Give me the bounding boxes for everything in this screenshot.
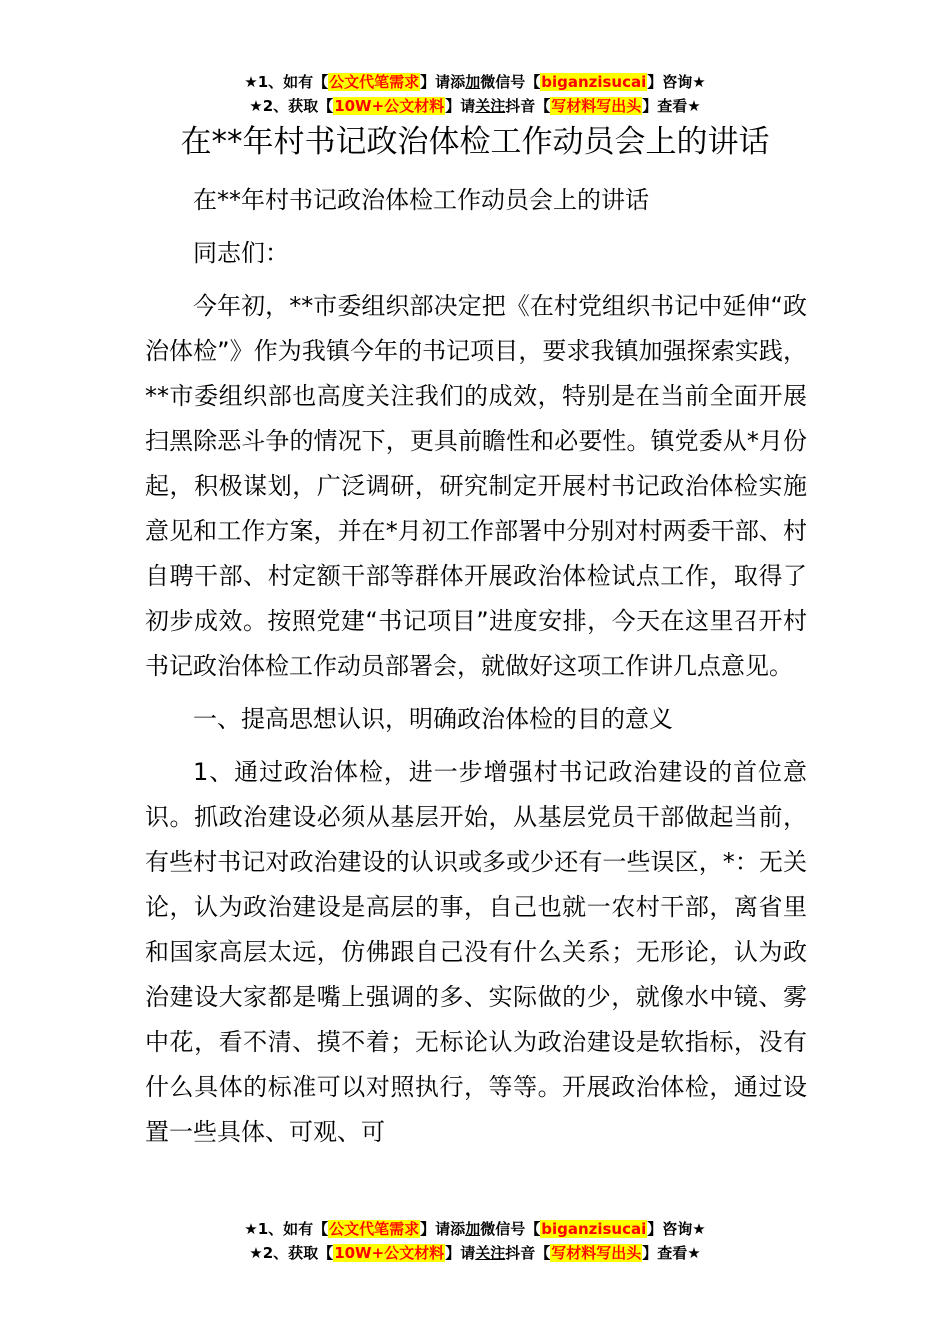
- header-banner: [0, 70, 950, 118]
- body-paragraph: 在**年村书记政治体检工作动员会上的讲话: [193, 186, 649, 214]
- banner-text: 】查看★: [642, 1244, 701, 1262]
- banner-highlight: 写材料写出头: [551, 97, 642, 115]
- banner-text: 】请添: [420, 73, 466, 91]
- banner-text: 抖音【: [505, 1244, 551, 1262]
- body-paragraph: 1、通过政治体检，进一步增强村书记政治建设的首位意识。抓政治建设必须从基层开始，从基层党员干部做起当前，有些村书记对政治建设的认识或多或少还有一些误区，*：无关论，认为政治建设是高层的事，自己也就一农村干部，离省里和国家高层太远，仿佛跟自己没有什么关系；无形论，认为政治建设大家都是嘴上强调的多、实际做的少，就像水中镜、雾中花，看不清、摸不着；无标论认为政治建设是软指标，没有什么具体的标准可以对照执行，等等。开展政治体检，通过设置一些具体、可观、可: [145, 758, 807, 1146]
- banner-text: 】请添: [420, 1220, 466, 1238]
- banner-text: 微信号【: [480, 1220, 541, 1238]
- banner-line-2: [0, 94, 950, 118]
- body-paragraph: 同志们：: [193, 239, 289, 267]
- banner-text: 】请: [445, 97, 476, 115]
- banner-text: ★2、获取【: [249, 97, 334, 115]
- banner-text: 】咨询★: [647, 1220, 706, 1238]
- banner-highlight: 公文代笔需求: [329, 1220, 420, 1238]
- banner-text: 】咨询★: [647, 73, 706, 91]
- banner-text: ★1、如有【: [244, 1220, 329, 1238]
- banner-highlight: 公文代笔需求: [329, 73, 420, 91]
- section-heading: 一、提高思想认识，明确政治体检的目的意义: [193, 705, 673, 733]
- banner-highlight: biganzisucai: [541, 73, 647, 91]
- banner-emphasis: 关注: [475, 1244, 506, 1262]
- banner-text: 微信号【: [480, 73, 541, 91]
- banner-emphasis: 加: [465, 1220, 481, 1238]
- banner-text: 】请: [445, 1244, 476, 1262]
- banner-text: 抖音【: [505, 97, 551, 115]
- document-title: 在**年村书记政治体检工作动员会上的讲话: [180, 124, 770, 160]
- body-paragraph: 今年初，**市委组织部决定把《在村党组织书记中延伸“政治体检”》作为我镇今年的书记项目，要求我镇加强探索实践，**市委组织部也高度关注我们的成效，特别是在当前全面开展扫黑除恶斗争的情况下，更具前瞻性和必要性。镇党委从*月份起，积极谋划，广泛调研，研究制定开展村书记政治体检实施意见和工作方案，并在*月初工作部署中分别对村两委干部、村自聘干部、村定额干部等群体开展政治体检试点工作，取得了初步成效。按照党建“书记项目”进度安排，今天在这里召开村书记政治体检工作动员部署会，就做好这项工作讲几点意见。: [145, 292, 807, 680]
- document-body: [145, 178, 807, 1163]
- banner-emphasis: 关注: [475, 97, 506, 115]
- banner-text: 】查看★: [642, 97, 701, 115]
- banner-line-1: [0, 1217, 950, 1241]
- footer-banner: [0, 1217, 950, 1265]
- banner-highlight: biganzisucai: [541, 1220, 647, 1238]
- banner-highlight: 写材料写出头: [551, 1244, 642, 1262]
- banner-line-1: [0, 70, 950, 94]
- banner-emphasis: 加: [465, 73, 481, 91]
- banner-text: ★1、如有【: [244, 73, 329, 91]
- banner-highlight: 10W+公文材料: [334, 1244, 445, 1262]
- banner-line-2: [0, 1241, 950, 1265]
- banner-highlight: 10W+公文材料: [334, 97, 445, 115]
- banner-text: ★2、获取【: [249, 1244, 334, 1262]
